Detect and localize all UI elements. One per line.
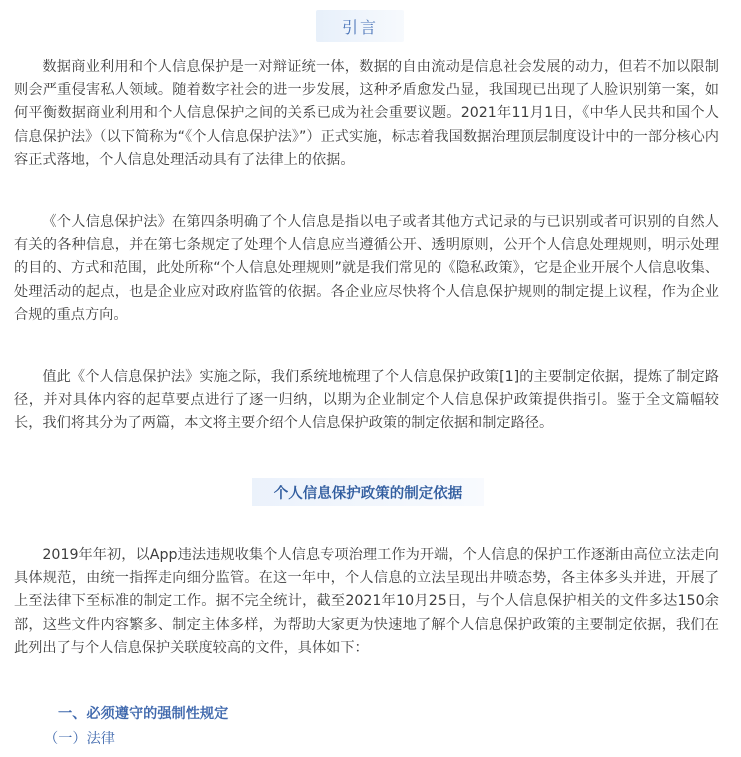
subheading-mandatory-rules: 一、必须遵守的强制性规定 — [58, 706, 229, 722]
subheading-laws: （一）法律 — [44, 731, 115, 747]
intro-paragraph-2: 《个人信息保护法》在第四条明确了个人信息是指以电子或者其他方式记录的与已识别或者可识别的自然人有关的各种信息，并在第七条规定了处理个人信息应当遵循公开、透明原则，公开个人信息处理规则，明示处理的目的、方式和范围，此处所称“个人信息处理规则”就是我们常见的《隐私政策》，它是企业开展个人信息收集、处理活动的起点，也是企业应对政府监管的依据。各企业应尽快将个人信息保护规则的制定提上议程，作为企业合规的重点方向。 — [14, 214, 719, 323]
intro-title-banner — [316, 10, 404, 42]
section-paragraph: 2019年年初，以App违法违规收集个人信息专项治理工作为开端，个人信息的保护工作逐渐由高位立法走向具体规范，由统一指挥走向细分监管。在这一年中，个人信息的立法呈现出井喷态势，各主体多头并进，开展了上至法律下至标准的制定工作。据不完全统计，截至2021年10月25日，与个人信息保护相关的文件多达150余部，这些文件内容繁多、制定主体多样，为帮助大家更为快速地了解个人信息保护政策的主要制定依据，我们在此列出了与个人信息保护关联度较高的文件，具体如下： — [14, 547, 719, 656]
intro-title: 引言 — [341, 17, 378, 37]
intro-paragraph-1: 数据商业利用和个人信息保护是一对辩证统一体，数据的自由流动是信息社会发展的动力，但若不加以限制则会严重侵害私人领域。随着数字社会的进一步发展，这种矛盾愈发凸显，我国现已出现了人脸识别第一案，如何平衡数据商业利用和个人信息保护之间的关系已成为社会重要议题。2021年11月1日，《中华人民共和国个人信息保护法》（以下简称为“《个人信息保护法》”）正式实施，标志着我国数据治理顶层制度设计中的一部分核心内容正式落地，个人信息处理活动具有了法律上的依据。 — [14, 59, 719, 168]
section-title-banner — [252, 478, 484, 506]
intro-paragraph-3: 值此《个人信息保护法》实施之际，我们系统地梳理了个人信息保护政策[1]的主要制定依据，提炼了制定路径，并对具体内容的起草要点进行了逐一归纳，以期为企业制定个人信息保护政策提供指引。鉴于全文篇幅较长，我们将其分为了两篇，本文将主要介绍个人信息保护政策的制定依据和制定路径。 — [14, 369, 719, 432]
section-title: 个人信息保护政策的制定依据 — [273, 485, 463, 502]
